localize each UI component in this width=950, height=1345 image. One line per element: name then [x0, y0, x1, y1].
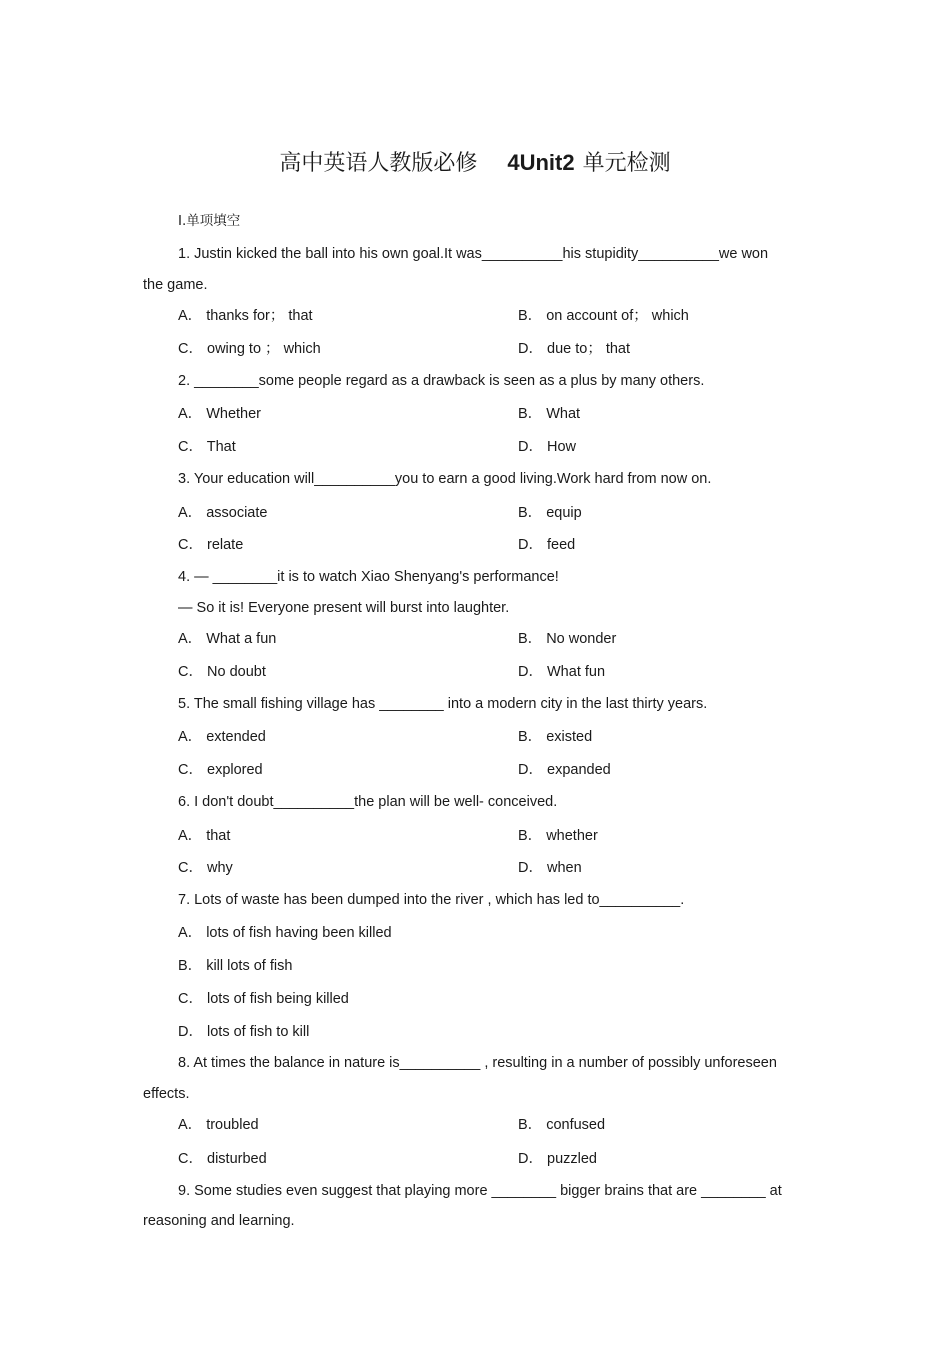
question-5-option-b: B． existed [518, 729, 593, 745]
question-6-stem: 6. I don't doubt__________the plan will be well- conceived. [178, 794, 558, 810]
question-5-option-c: C． explored [178, 762, 263, 778]
title-unit: 4Unit2 [507, 150, 575, 175]
question-1-option-b: B． on account of； which [518, 308, 689, 324]
question-9-stem-cont: reasoning and learning. [143, 1213, 295, 1229]
question-7-option-b: B． kill lots of fish [178, 958, 293, 974]
question-5-stem: 5. The small fishing village has ________ into a modern city in the last thirty years. [178, 696, 708, 712]
question-7-option-c: C． lots of fish being killed [178, 991, 349, 1007]
question-7-option-d: D． lots of fish to kill [178, 1024, 310, 1040]
question-2-option-a: A． Whether [178, 406, 261, 422]
title-suffix: 单元检测 [582, 151, 671, 176]
question-2-option-c: C． That [178, 439, 236, 455]
question-7-option-a: A． lots of fish having been killed [178, 925, 392, 941]
question-3-option-c: C． relate [178, 537, 244, 553]
question-8-stem: 8. At times the balance in nature is__________ , resulting in a number of possibly unforeseen [178, 1055, 777, 1071]
question-8-option-c: C． disturbed [178, 1151, 267, 1167]
question-8-stem-cont: effects. [143, 1086, 190, 1102]
section-heading: Ⅰ.单项填空 [178, 213, 241, 229]
question-3-option-a: A． associate [178, 505, 268, 521]
question-4-option-c: C． No doubt [178, 664, 266, 680]
question-8-option-a: A． troubled [178, 1117, 259, 1133]
title-chinese-part: 高中英语人教版必修 [279, 151, 478, 176]
question-6-option-b: B． whether [518, 828, 598, 844]
question-4-response: — So it is! Everyone present will burst into laughter. [178, 600, 510, 616]
question-4-option-a: A． What a fun [178, 631, 277, 647]
question-1-stem-cont: the game. [143, 277, 208, 293]
document-title [0, 146, 950, 177]
question-3-option-d: D． feed [518, 537, 576, 553]
question-7-stem: 7. Lots of waste has been dumped into the river , which has led to__________. [178, 892, 685, 908]
question-3-stem: 3. Your education will__________you to earn a good living.Work hard from now on. [178, 471, 712, 487]
question-1-option-d: D． due to； that [518, 341, 631, 357]
question-8-option-d: D． puzzled [518, 1151, 597, 1167]
question-5-option-a: A． extended [178, 729, 266, 745]
question-8-option-b: B． confused [518, 1117, 606, 1133]
question-1-option-c: C． owing to ； which [178, 341, 321, 357]
question-6-option-c: C． why [178, 860, 233, 876]
question-6-option-a: A． that [178, 828, 231, 844]
question-2-stem: 2. ________some people regard as a drawback is seen as a plus by many others. [178, 373, 705, 389]
question-3-option-b: B． equip [518, 505, 582, 521]
question-1-stem: 1. Justin kicked the ball into his own goal.It was__________his stupidity__________we won [178, 246, 769, 262]
question-4-option-d: D． What fun [518, 664, 606, 680]
question-9-stem: 9. Some studies even suggest that playing more ________ bigger brains that are ________ at [178, 1183, 782, 1199]
question-5-option-d: D． expanded [518, 762, 611, 778]
question-1-option-a: A． thanks for； that [178, 308, 313, 324]
question-6-option-d: D． when [518, 860, 582, 876]
question-4-option-b: B． No wonder [518, 631, 617, 647]
question-4-stem: 4. — ________it is to watch Xiao Shenyang's performance! [178, 569, 559, 585]
question-2-option-b: B． What [518, 406, 581, 422]
question-2-option-d: D． How [518, 439, 577, 455]
